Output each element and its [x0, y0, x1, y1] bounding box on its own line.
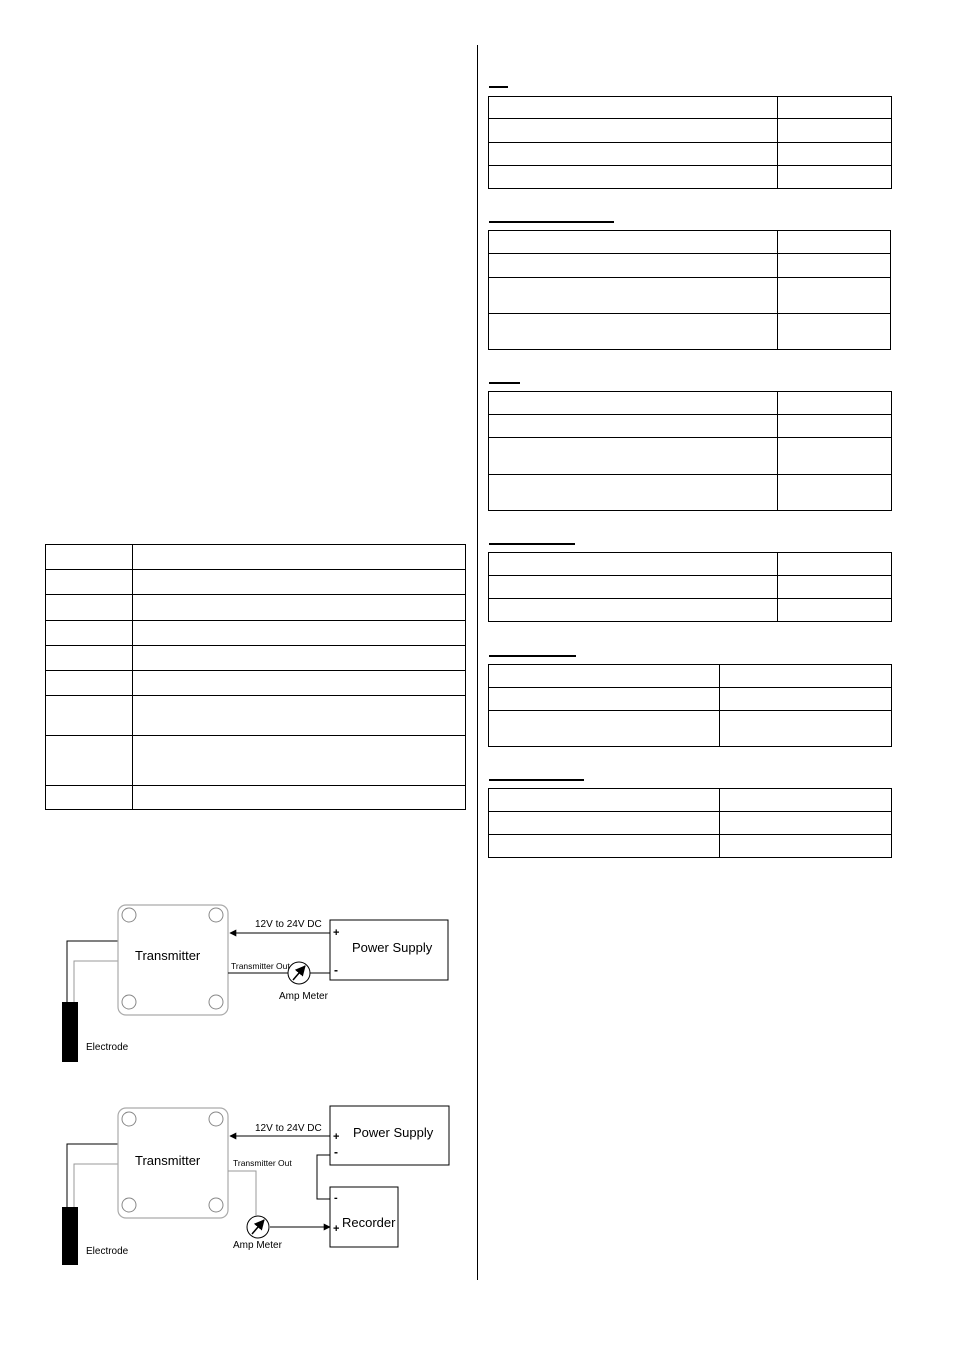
table-row [489, 278, 891, 314]
table-row [489, 665, 892, 688]
right-table-1 [488, 96, 892, 189]
plus-terminal: + [333, 927, 340, 939]
table-row [489, 711, 892, 747]
right-table-6 [488, 788, 892, 858]
amp-meter-label: Amp Meter [233, 1240, 282, 1251]
transmitter-label: Transmitter [135, 948, 201, 963]
electrode-wire-2 [74, 1164, 118, 1207]
electrode-label: Electrode [86, 1042, 129, 1053]
output-line [228, 1171, 256, 1215]
electrode-probe [62, 1207, 78, 1265]
table-row [489, 143, 892, 166]
table-row [489, 254, 891, 278]
table-row [489, 553, 892, 576]
table-row [489, 438, 892, 475]
wiring-diagram-recorder [0, 1098, 477, 1273]
table-row [46, 545, 466, 570]
table-row [489, 789, 892, 812]
electrode-wire [67, 941, 118, 1002]
section-heading-underline-2 [489, 221, 614, 223]
table-row [46, 621, 466, 646]
left-spec-table [45, 544, 466, 810]
transmitter-label: Transmitter [135, 1153, 201, 1168]
right-table-2 [488, 230, 891, 350]
table-row [489, 119, 892, 143]
table-row [46, 595, 466, 621]
wiring-diagram-amp-meter [0, 895, 477, 1070]
supply-voltage-label: 12V to 24V DC [255, 1123, 322, 1134]
table-row [489, 835, 892, 858]
table-row [489, 812, 892, 835]
electrode-label: Electrode [86, 1246, 129, 1257]
section-heading-underline-3 [489, 382, 520, 384]
transmitter-out-label: Transmitter Out [233, 1158, 292, 1168]
table-row [489, 392, 892, 415]
table-row [46, 570, 466, 595]
supply-voltage-label: 12V to 24V DC [255, 919, 322, 930]
table-row [489, 415, 892, 438]
table-row [489, 688, 892, 711]
right-table-3 [488, 391, 892, 511]
table-row [46, 696, 466, 736]
power-supply-label: Power Supply [353, 1125, 434, 1140]
power-supply-label: Power Supply [352, 940, 433, 955]
minus-terminal: - [334, 963, 338, 977]
right-table-4 [488, 552, 892, 622]
recorder-minus-terminal: - [334, 1192, 338, 1204]
table-row [46, 671, 466, 696]
electrode-wire-2 [74, 961, 118, 1002]
table-row [46, 736, 466, 786]
electrode-probe [62, 1002, 78, 1062]
table-row [489, 97, 892, 119]
table-row [46, 646, 466, 671]
section-heading-underline-4 [489, 543, 575, 545]
table-row [489, 475, 892, 511]
table-row [489, 599, 892, 622]
table-row [489, 576, 892, 599]
amp-meter-label: Amp Meter [279, 991, 328, 1002]
section-heading-underline-6 [489, 779, 584, 781]
table-row [489, 166, 892, 189]
section-heading-underline-1 [489, 86, 508, 88]
table-row [46, 786, 466, 810]
table-row [489, 314, 891, 350]
recorder-plus-terminal: + [333, 1223, 340, 1235]
right-table-5 [488, 664, 892, 747]
plus-terminal: + [333, 1131, 340, 1143]
section-heading-underline-5 [489, 655, 576, 657]
electrode-wire [67, 1144, 118, 1207]
transmitter-out-label: Transmitter Out [231, 961, 290, 971]
return-wire [317, 1155, 330, 1199]
recorder-label: Recorder [342, 1215, 396, 1230]
table-row [489, 231, 891, 254]
minus-terminal: - [334, 1145, 338, 1159]
column-divider [477, 45, 478, 1280]
